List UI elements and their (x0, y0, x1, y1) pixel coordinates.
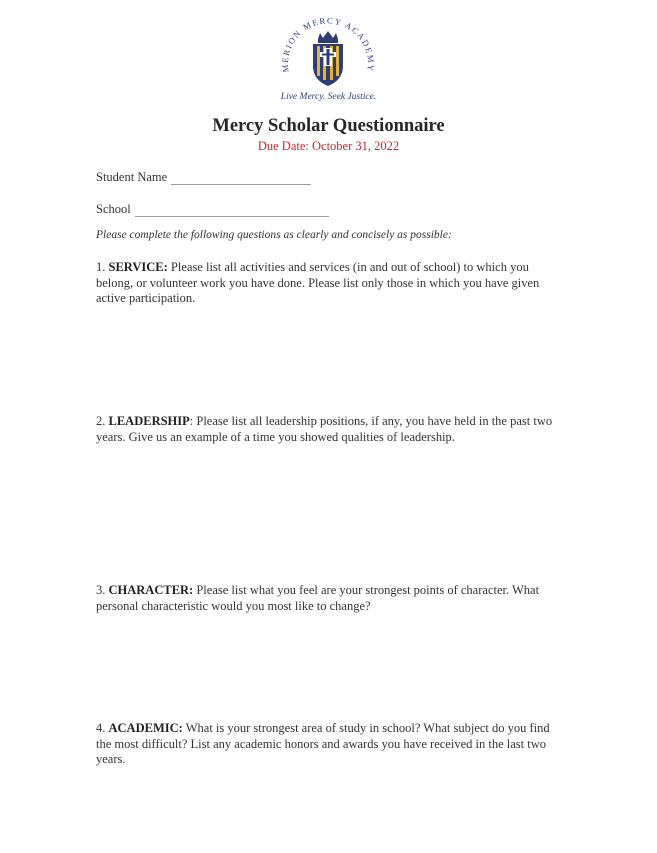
page-title: Mercy Scholar Questionnaire (212, 116, 445, 136)
question-number: 2. (96, 414, 106, 428)
school-input-line[interactable] (135, 205, 329, 217)
question-text: : Please list all leadership positions, if any, you have held in the past two years. Give us an example of a time you showed qualities of leadership. (96, 414, 553, 444)
question-academic (96, 721, 566, 768)
question-leadership (96, 414, 566, 445)
question-heading: SERVICE: (108, 260, 168, 274)
logo-school-name: MERION MERCY ACADEMY (279, 15, 377, 73)
question-text: Please list what you feel are your strongest points of character. What personal characteristic would you most like to change? (96, 583, 540, 613)
tagline: Live Mercy. Seek Justice. (280, 92, 377, 102)
question-heading: CHARACTER: (108, 583, 194, 597)
question-heading: ACADEMIC: (108, 721, 183, 735)
school-label: School (96, 202, 131, 216)
due-date: Due Date: October 31, 2022 (257, 139, 400, 153)
question-character (96, 583, 566, 614)
student-name-field (96, 170, 311, 185)
question-number: 3. (96, 583, 106, 597)
shield-icon (313, 44, 343, 86)
question-heading: LEADERSHIP (108, 414, 190, 428)
question-number: 4. (96, 721, 106, 735)
student-name-input-line[interactable] (171, 173, 311, 185)
crown-icon (318, 31, 338, 43)
school-field (96, 202, 329, 217)
question-service (96, 260, 566, 307)
instructions: Please complete the following questions as clearly and concisely as possible: (96, 229, 452, 241)
question-number: 1. (96, 260, 106, 274)
student-name-label: Student Name (96, 170, 168, 184)
question-text: What is your strongest area of study in school? What subject do you find the most difficult? List any academic honors and awards you have received in the last two years. (96, 721, 550, 766)
question-text: Please list all activities and services (in and out of school) to which you belong, or volunteer work you have done. Please list only those in which you have given active participation. (96, 260, 540, 305)
